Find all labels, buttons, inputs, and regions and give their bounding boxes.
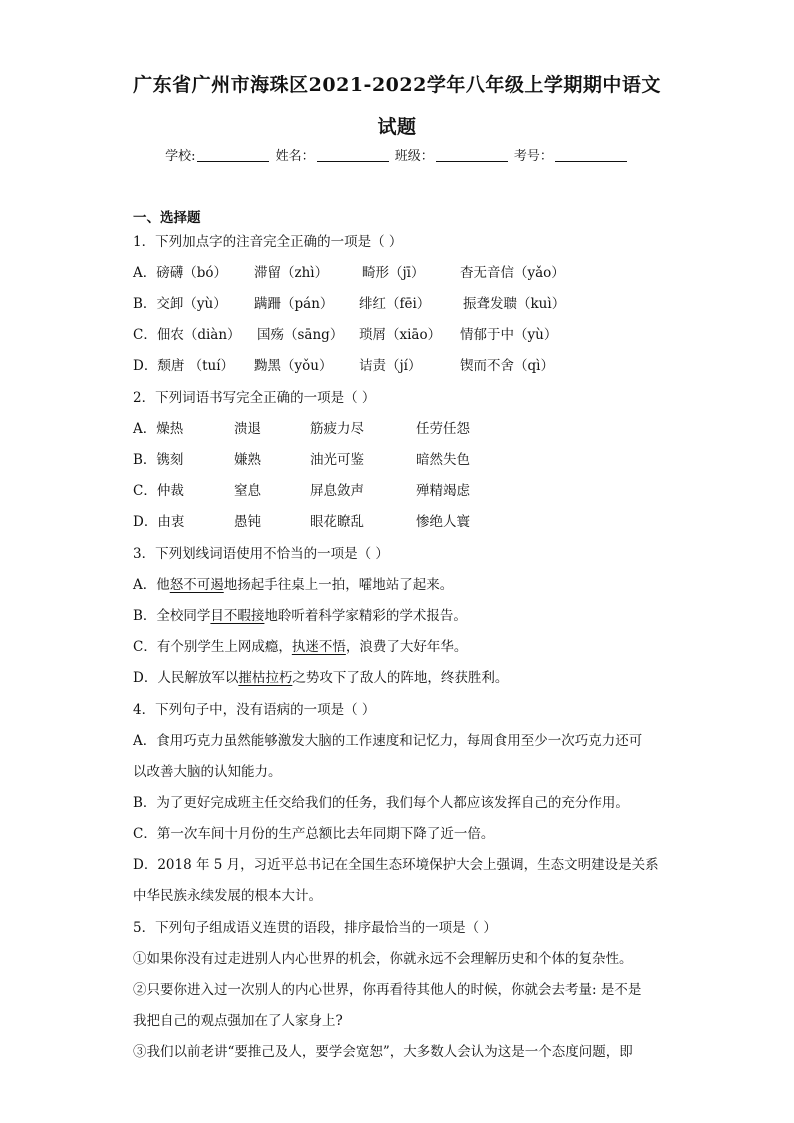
q1-c-2: 国殇（sāng） xyxy=(257,327,344,343)
q2-d-3: 眼花瞭乱 xyxy=(310,514,364,530)
q3-d-underlined: 摧枯拉朽 xyxy=(238,670,293,686)
class-label: 班级： xyxy=(394,149,434,164)
q3-c-post: ，浪费了大好年华。 xyxy=(345,639,468,655)
q2-c-1: C．仲裁 xyxy=(133,483,184,499)
q3-option-b xyxy=(133,607,467,625)
q3-d-post: 之势攻下了敌人的阵地，终获胜利。 xyxy=(292,670,509,686)
q3-stem: 3．下列划线词语使用不恰当的一项是（ ） xyxy=(133,546,389,562)
q1-stem: 1．下列加点字的注音完全正确的一项是（ ） xyxy=(133,234,403,250)
class-blank xyxy=(436,149,508,162)
q2-option-a xyxy=(133,420,693,438)
q3-a-underlined: 怒不可遏 xyxy=(169,577,224,593)
q1-option-b xyxy=(133,295,693,313)
q2-a-4: 任劳任怨 xyxy=(416,421,470,437)
q3-c-pre: C．有个别学生上网成瘾， xyxy=(133,639,292,655)
q2-b-4: 暗然失色 xyxy=(416,452,470,468)
q5-sentence-3: ③我们以前老讲“要推己及人，要学会宽恕”，大多数人会认为这是一个态度问题，即 xyxy=(133,1044,633,1060)
q2-a-2: 溃退 xyxy=(234,421,261,437)
q2-option-b xyxy=(133,451,693,469)
q2-d-4: 惨绝人寰 xyxy=(416,514,470,530)
name-label: 姓名： xyxy=(275,149,315,164)
q3-a-post: 地扬起手往桌上一拍，嚯地站了起来。 xyxy=(223,577,454,593)
q2-b-1: B．镌刻 xyxy=(133,452,184,468)
title-line-2: 试题 xyxy=(377,116,417,138)
q5-stem: 5．下列句子组成语义连贯的语段，排序最恰当的一项是（ ） xyxy=(133,920,497,936)
q2-d-2: 愚钝 xyxy=(234,514,261,530)
q1-a-2: 滞留（zhì） xyxy=(254,265,329,281)
q5-sentence-1: ①如果你没有过走进别人内心世界的机会，你就永远不会理解历史和个体的复杂性。 xyxy=(133,951,633,967)
q3-a-pre: A．他 xyxy=(133,577,170,593)
q1-d-1: D．颓唐 （tuí） xyxy=(133,358,235,374)
q3-option-c xyxy=(133,638,467,656)
q1-a-1: A．磅礴（bó） xyxy=(133,265,228,281)
q1-option-c xyxy=(133,326,693,344)
title-line-1: 广东省广州市海珠区2021-2022学年八年级上学期期中语文 xyxy=(133,74,661,96)
q3-b-underlined: 目不暇接 xyxy=(210,608,265,624)
q1-b-3: 绯红（fēi） xyxy=(359,296,431,312)
section-heading: 一、选择题 xyxy=(133,210,201,226)
q2-d-1: D．由衷 xyxy=(133,514,185,530)
name-blank xyxy=(317,149,389,162)
q1-option-a xyxy=(133,264,693,282)
q2-c-3: 屏息敛声 xyxy=(310,483,364,499)
q2-b-2: 嫌熟 xyxy=(234,452,261,468)
q2-b-3: 油光可鉴 xyxy=(310,452,364,468)
q1-option-d xyxy=(133,357,693,375)
q2-a-1: A．燥热 xyxy=(133,421,184,437)
q1-b-4: 振聋发聩（kuì） xyxy=(463,296,566,312)
q3-option-a xyxy=(133,576,453,594)
student-info xyxy=(0,145,794,164)
q5-sentence-2-line1: ②只要你进入过一次别人的内心世界，你再看待其他人的时候，你就会去考量: 是不是 xyxy=(133,982,642,998)
q4-stem: 4．下列句子中，没有语病的一项是（ ） xyxy=(133,702,376,718)
q3-option-d xyxy=(133,669,508,687)
q3-d-pre: D．人民解放军以 xyxy=(133,670,239,686)
q2-option-c xyxy=(133,482,693,500)
q3-b-pre: B．全校同学 xyxy=(133,608,211,624)
q1-d-2: 黝黑（yǒu） xyxy=(254,358,333,374)
q1-a-4: 杳无音信（yǎo） xyxy=(460,265,565,281)
exam-no-blank xyxy=(555,149,627,162)
school-label: 学校: xyxy=(165,149,196,164)
q3-c-underlined: 执迷不悟 xyxy=(291,639,346,655)
q2-c-2: 窒息 xyxy=(234,483,261,499)
q1-b-1: B．交卸（yù） xyxy=(133,296,227,312)
q4-option-b: B．为了更好完成班主任交给我们的任务，我们每个人都应该发挥自己的充分作用。 xyxy=(133,795,629,811)
q2-option-d xyxy=(133,513,693,531)
q4-option-a-line2: 以改善大脑的认知能力。 xyxy=(133,764,282,780)
school-blank xyxy=(197,149,269,162)
q1-c-1: C．佃农（diàn） xyxy=(133,327,241,343)
q2-stem: 2．下列词语书写完全正确的一项是（ ） xyxy=(133,390,376,406)
q1-c-3: 琐屑（xiāo） xyxy=(359,327,442,343)
q1-b-2: 蹒跚（pán） xyxy=(254,296,334,312)
q1-a-3: 畸形（jī） xyxy=(362,265,425,281)
q2-a-3: 筋疲力尽 xyxy=(310,421,364,437)
q1-d-3: 诘责（jí） xyxy=(359,358,422,374)
q4-option-a-line1: A．食用巧克力虽然能够激发大脑的工作速度和记忆力，每周食用至少一次巧克力还可 xyxy=(133,733,643,749)
q4-option-d-line1: D．2018 年 5 月，习近平总书记在全国生态环境保护大会上强调，生态文明建设是关系 xyxy=(133,857,659,873)
exam-no-label: 考号： xyxy=(513,149,553,164)
q4-option-d-line2: 中华民族永续发展的根本大计。 xyxy=(133,888,322,904)
q1-d-4: 锲而不舍（qì） xyxy=(460,358,554,374)
q4-option-c: C．第一次车间十月份的生产总额比去年同期下降了近一倍。 xyxy=(133,826,495,842)
q5-sentence-2-line2: 我把自己的观点强加在了人家身上? xyxy=(133,1013,343,1029)
q1-c-4: 情郁于中（yù） xyxy=(460,327,558,343)
q3-b-post: 地聆听着科学家精彩的学术报告。 xyxy=(264,608,467,624)
q2-c-4: 殚精竭虑 xyxy=(416,483,470,499)
